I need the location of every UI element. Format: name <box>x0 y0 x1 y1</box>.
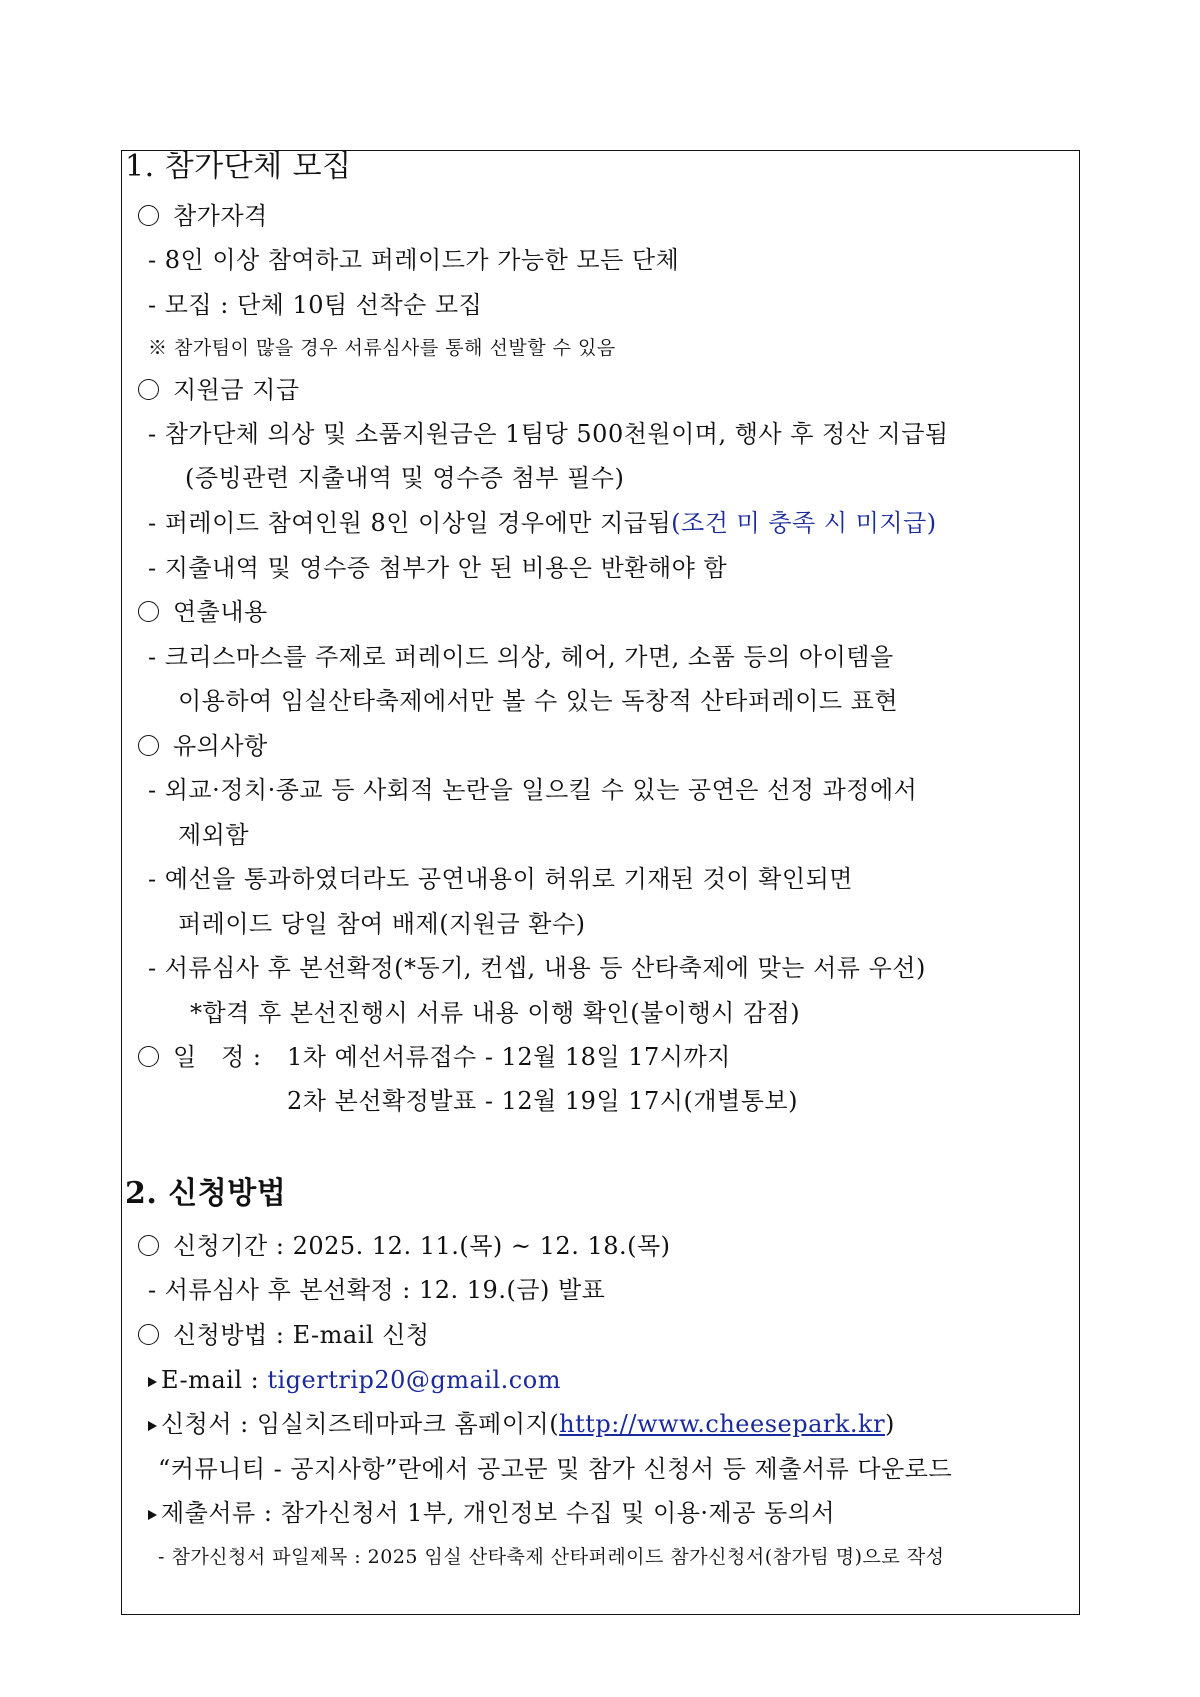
section1-title: 1. 참가단체 모집 <box>125 149 352 184</box>
caution-line-1a: - 외교·정치·종교 등 사회적 논란을 일으킬 수 있는 공연은 선정 과정에서 <box>148 776 918 804</box>
schedule-item-1: 1차 예선서류접수 - 12월 18일 17시까지 <box>287 1043 731 1071</box>
circle-bullet-icon <box>138 1046 159 1067</box>
homepage-link[interactable]: http://www.cheesepark.kr <box>559 1410 886 1438</box>
content-line-1b: 이용하여 임실산타축제에서만 볼 수 있는 독창적 산타퍼레이드 표현 <box>178 687 899 715</box>
support-condition-note: (조건 미 충족 시 미지급) <box>671 509 937 537</box>
caution-line-2a: - 예선을 통과하였더라도 공연내용이 허위로 기재된 것이 확인되면 <box>148 865 853 893</box>
email-link[interactable]: tigertrip20@gmail.com <box>267 1366 561 1394</box>
method-line: 신청방법 : E-mail 신청 <box>138 1320 430 1350</box>
triangle-bullet-icon <box>148 1510 157 1520</box>
support-line-1a: - 참가단체 의상 및 소품지원금은 1팀당 500천원이며, 행사 후 정산 지급됨 <box>148 420 949 448</box>
section2-title: 2. 신청방법 <box>125 1176 287 1211</box>
circle-bullet-icon <box>138 205 159 226</box>
form-line: 신청서 : 임실치즈테마파크 홈페이지(http://www.cheesepark.kr) <box>148 1409 895 1439</box>
docs-line: 제출서류 : 참가신청서 1부, 개인정보 수집 및 이용·제공 동의서 <box>148 1498 835 1528</box>
form-note: “커뮤니티 - 공지사항”란에서 공고문 및 참가 신청서 등 제출서류 다운로드 <box>158 1455 953 1483</box>
content-line-1a: - 크리스마스를 주제로 퍼레이드 의상, 헤어, 가면, 소품 등의 아이템을 <box>148 643 894 671</box>
caution-line-3a: - 서류심사 후 본선확정(*동기, 컨셉, 내용 등 산타축제에 맞는 서류 우선) <box>148 954 926 982</box>
content-heading: 연출내용 <box>138 597 268 627</box>
eligibility-heading: 참가자격 <box>138 201 268 231</box>
notice-box <box>121 150 1080 1615</box>
caution-heading: 유의사항 <box>138 731 268 761</box>
circle-bullet-icon <box>138 1235 159 1256</box>
circle-bullet-icon <box>138 735 159 756</box>
caution-line-1b: 제외함 <box>178 821 250 849</box>
caution-line-2b: 퍼레이드 당일 참여 배제(지원금 환수) <box>178 910 586 938</box>
support-heading: 지원금 지급 <box>138 375 300 405</box>
eligibility-line-2: - 모집 : 단체 10팀 선착순 모집 <box>148 291 483 319</box>
period-note: - 서류심사 후 본선확정 : 12. 19.(금) 발표 <box>148 1276 606 1304</box>
schedule-item-2: 2차 본선확정발표 - 12월 19일 17시(개별통보) <box>287 1087 798 1115</box>
support-line-1b: (증빙관련 지출내역 및 영수증 첨부 필수) <box>185 464 625 492</box>
support-line-3: - 지출내역 및 영수증 첨부가 안 된 비용은 반환해야 함 <box>148 554 728 582</box>
period-line: 신청기간 : 2025. 12. 11.(목) ~ 12. 18.(목) <box>138 1231 671 1261</box>
email-line: E-mail : tigertrip20@gmail.com <box>148 1365 561 1395</box>
triangle-bullet-icon <box>148 1377 157 1387</box>
eligibility-line-1: - 8인 이상 참여하고 퍼레이드가 가능한 모든 단체 <box>148 246 680 274</box>
schedule-line-1: 일 정 : <box>138 1042 261 1072</box>
docs-note: - 참가신청서 파일제목 : 2025 임실 산타축제 산타퍼레이드 참가신청서(참가팀 명)으로 작성 <box>158 1546 945 1568</box>
caution-line-3b: *합격 후 본선진행시 서류 내용 이행 확인(불이행시 감점) <box>190 999 801 1027</box>
circle-bullet-icon <box>138 379 159 400</box>
support-line-2: - 퍼레이드 참여인원 8인 이상일 경우에만 지급됨(조건 미 충족 시 미지급) <box>148 509 937 537</box>
triangle-bullet-icon <box>148 1421 157 1431</box>
eligibility-note: ※ 참가팀이 많을 경우 서류심사를 통해 선발할 수 있음 <box>148 337 616 359</box>
circle-bullet-icon <box>138 601 159 622</box>
circle-bullet-icon <box>138 1324 159 1345</box>
